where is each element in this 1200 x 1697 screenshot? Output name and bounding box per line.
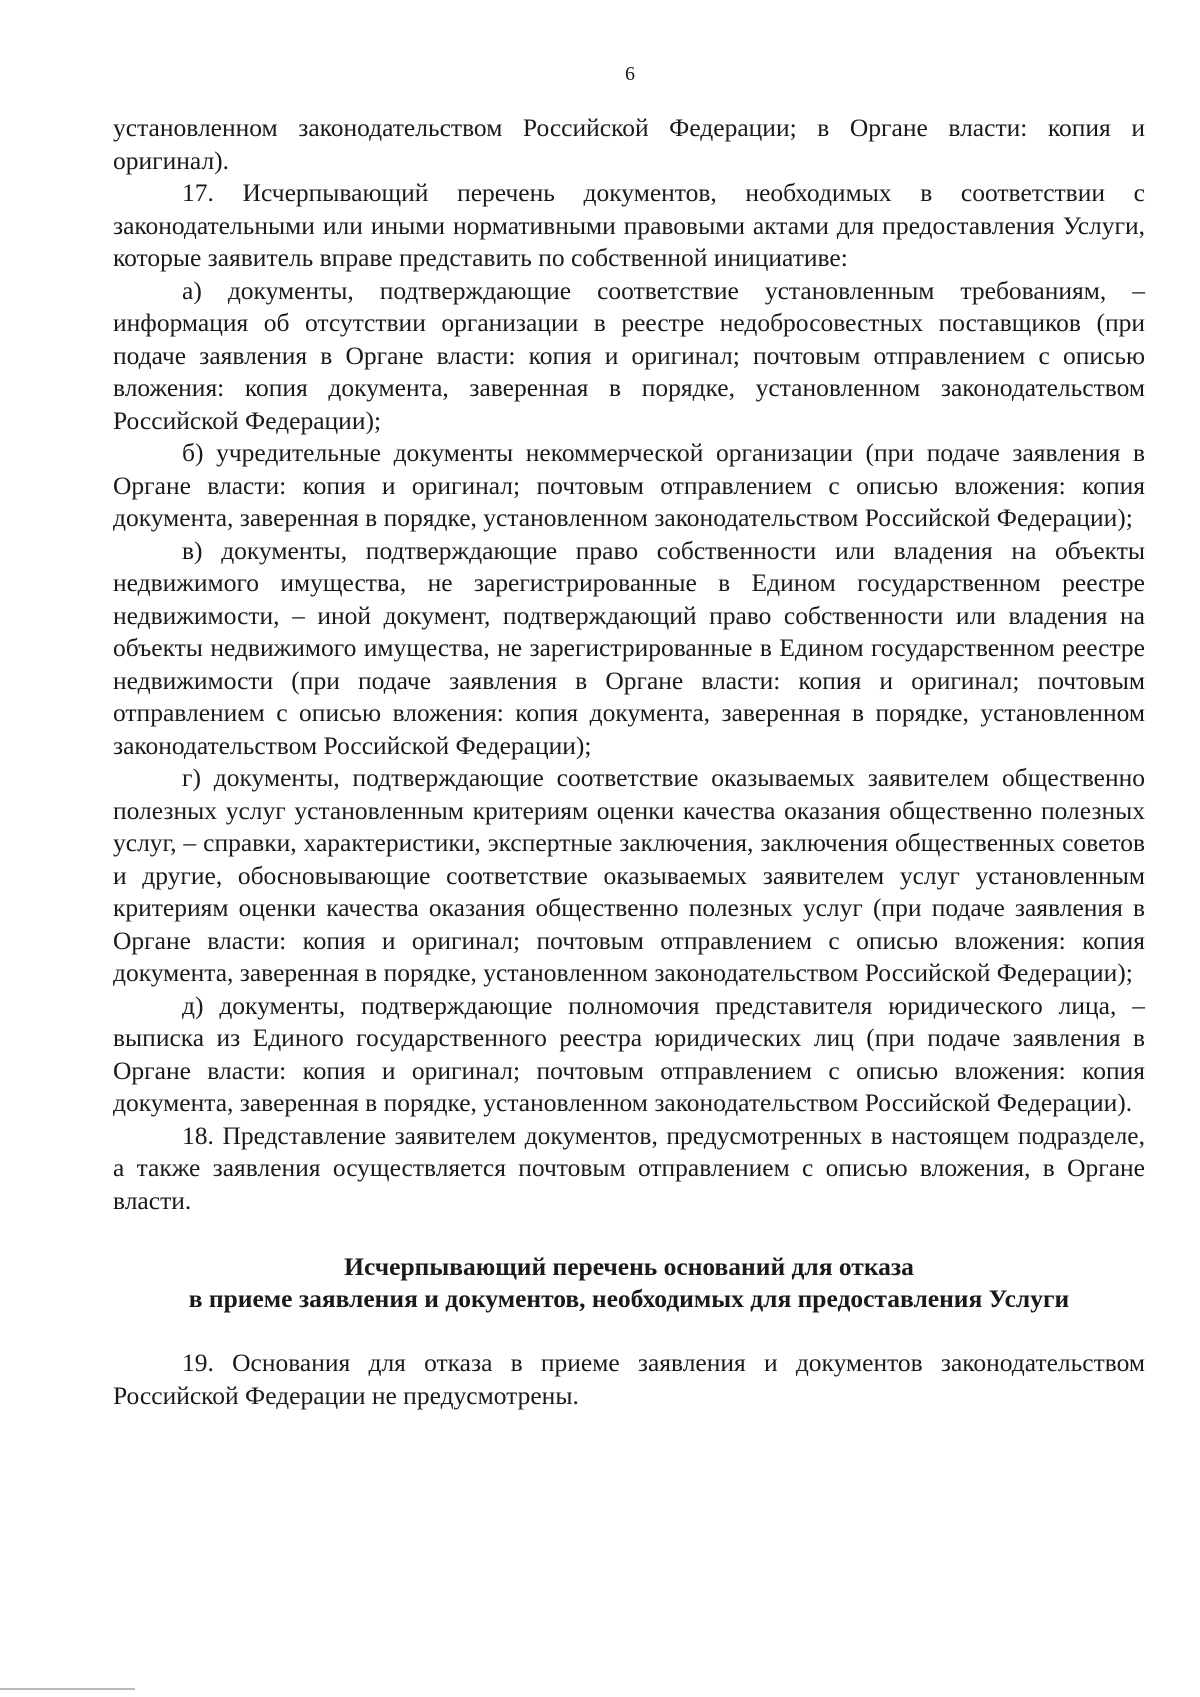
paragraph-18: 18. Представление заявителем документов, предусмотренных в настоящем подразделе, а также заявления осуществляется почтовым отправлением с описью вложения, в Органе власти. [113,1120,1145,1215]
paragraph-17: 17. Исчерпывающий перечень документов, необходимых в соответствии с законодательными или иными нормативными правовыми актами для предоставления Услуги, которые заявитель вправе представить по собственной инициативе: [113,178,1145,272]
section-heading-line-1: Исчерпывающий перечень оснований для отказа [344,1252,914,1281]
section-heading [113,1251,1145,1315]
page-number: 6 [625,63,635,85]
paragraph-17-a: а) документы, подтверждающие соответствие установленным требованиям, – информация об отсутствии организации в реестре недобросовестных поставщиков (при подаче заявления в Органе власти: копия и оригинал; почтовым отправлением с описью вложения: копия документа, заверенная в порядке, установленном законодательством Российской Федерации); [113,275,1145,435]
document-body [113,112,1145,1412]
paragraph-continuation: установленном законодательством Российской Федерации; в Органе власти: копия и оригинал). [113,113,1145,175]
paragraph-17-b: б) учредительные документы некоммерческой организации (при подаче заявления в Органе власти: копия и оригинал; почтовым отправлением с описью вложения: копия документа, заверенная в порядке, установленном законодательством Российской Федерации); [113,438,1145,532]
paragraph-17-v: в) документы, подтверждающие право собственности или владения на объекты недвижимого имущества, не зарегистрированные в Едином государственном реестре недвижимости, – иной документ, подтверждающий право собственности или владения на объекты недвижимого имущества, не зарегистрированные в Едином государственном реестре недвижимости (при подаче заявления в Органе власти: копия и оригинал; почтовым отправлением с описью вложения: копия документа, заверенная в порядке, установленном законодательством Российской Федерации); [113,535,1145,760]
paragraph-17-g: г) документы, подтверждающие соответствие оказываемых заявителем общественно полезных услуг установленным критериям оценки качества оказания общественно полезных услуг, – справки, характеристики, экспертные заключения, заключения общественных советов и другие, обосновывающие соответствие оказываемых заявителем услуг установленным критериям оценки качества оказания общественно полезных услуг (при подаче заявления в Органе власти: копия и оригинал; почтовым отправлением с описью вложения: копия документа, заверенная в порядке, установленном законодательством Российской Федерации); [113,763,1145,987]
paragraph-19: 19. Основания для отказа в приеме заявления и документов законодательством Российской Федерации не предусмотрены. [113,1348,1145,1410]
paragraph-17-d: д) документы, подтверждающие полномочия представителя юридического лица, – выписка из Единого государственного реестра юридических лиц (при подаче заявления в Органе власти: копия и оригинал; почтовым отправлением с описью вложения: копия документа, заверенная в порядке, установленном законодательством Российской Федерации). [113,990,1145,1117]
section-heading-line-2: в приеме заявления и документов, необходимых для предоставления Услуги [188,1284,1070,1313]
bottom-divider [0,1688,135,1690]
